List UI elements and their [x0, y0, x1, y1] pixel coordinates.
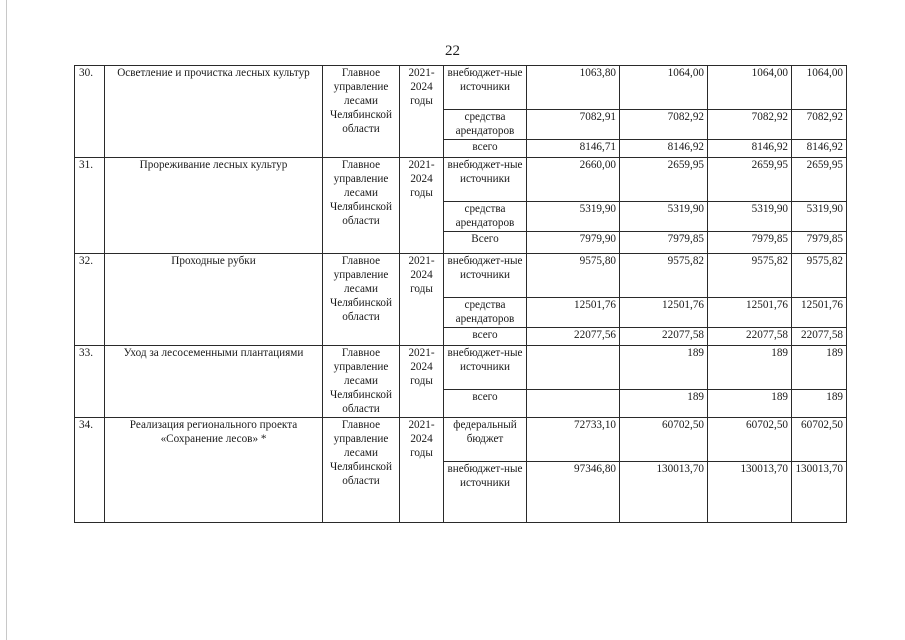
amount-4: 9575,82	[792, 254, 847, 298]
amount-4: 22077,58	[792, 328, 847, 346]
amount-4: 130013,70	[792, 462, 847, 523]
amount-4: 7082,92	[792, 110, 847, 140]
period-cell: 2021-2024 годы	[400, 418, 444, 523]
table-row	[75, 66, 847, 110]
amount-1: 12501,76	[527, 298, 620, 328]
amount-2: 5319,90	[620, 202, 708, 232]
funding-source: внебюджет-ные источники	[444, 254, 527, 298]
amount-3: 12501,76	[708, 298, 792, 328]
activity-name: Реализация регионального проекта «Сохранение лесов» *	[105, 418, 323, 523]
activity-name: Прореживание лесных культур	[105, 158, 323, 254]
activity-name: Уход за лесосеменными плантациями	[105, 346, 323, 418]
period-cell: 2021-2024 годы	[400, 158, 444, 254]
amount-2: 1064,00	[620, 66, 708, 110]
amount-1: 97346,80	[527, 462, 620, 523]
funding-source: внебюджет-ные источники	[444, 462, 527, 523]
funding-source: всего	[444, 140, 527, 158]
amount-2: 130013,70	[620, 462, 708, 523]
table-row	[75, 158, 847, 202]
amount-4: 189	[792, 346, 847, 390]
amount-4: 8146,92	[792, 140, 847, 158]
budget-table-body	[75, 66, 847, 523]
amount-4: 5319,90	[792, 202, 847, 232]
amount-2: 189	[620, 346, 708, 390]
amount-1: 1063,80	[527, 66, 620, 110]
funding-source: Всего	[444, 232, 527, 254]
row-number: 33.	[75, 346, 105, 418]
row-number: 32.	[75, 254, 105, 346]
amount-4: 60702,50	[792, 418, 847, 462]
executor-cell: Главное управление лесами Челябинской области	[323, 158, 400, 254]
funding-source: федеральный бюджет	[444, 418, 527, 462]
funding-source: всего	[444, 328, 527, 346]
amount-2: 7082,92	[620, 110, 708, 140]
amount-3: 8146,92	[708, 140, 792, 158]
amount-3: 7082,92	[708, 110, 792, 140]
amount-1: 8146,71	[527, 140, 620, 158]
funding-source: средства арендаторов	[444, 298, 527, 328]
amount-4: 12501,76	[792, 298, 847, 328]
executor-cell: Главное управление лесами Челябинской области	[323, 254, 400, 346]
amount-1: 72733,10	[527, 418, 620, 462]
amount-2: 9575,82	[620, 254, 708, 298]
amount-4: 7979,85	[792, 232, 847, 254]
amount-1: 9575,80	[527, 254, 620, 298]
activity-name: Осветление и прочистка лесных культур	[105, 66, 323, 158]
table-row	[75, 418, 847, 462]
amount-2: 60702,50	[620, 418, 708, 462]
amount-2: 2659,95	[620, 158, 708, 202]
amount-4: 2659,95	[792, 158, 847, 202]
amount-2: 8146,92	[620, 140, 708, 158]
amount-1: 5319,90	[527, 202, 620, 232]
amount-3: 5319,90	[708, 202, 792, 232]
executor-cell: Главное управление лесами Челябинской области	[323, 418, 400, 523]
funding-source: внебюджет-ные источники	[444, 66, 527, 110]
amount-2: 189	[620, 390, 708, 418]
amount-3: 189	[708, 390, 792, 418]
table-row	[75, 254, 847, 298]
amount-4: 189	[792, 390, 847, 418]
row-number: 31.	[75, 158, 105, 254]
funding-source: средства арендаторов	[444, 110, 527, 140]
row-number: 30.	[75, 66, 105, 158]
amount-2: 7979,85	[620, 232, 708, 254]
funding-source: средства арендаторов	[444, 202, 527, 232]
activity-name: Проходные рубки	[105, 254, 323, 346]
page-number: 22	[445, 43, 460, 59]
amount-3: 130013,70	[708, 462, 792, 523]
amount-1: 7082,91	[527, 110, 620, 140]
scan-margin-line	[6, 0, 7, 640]
amount-1	[527, 346, 620, 390]
amount-3: 2659,95	[708, 158, 792, 202]
amount-1: 7979,90	[527, 232, 620, 254]
period-cell: 2021-2024 годы	[400, 66, 444, 158]
amount-3: 7979,85	[708, 232, 792, 254]
funding-source: внебюджет-ные источники	[444, 346, 527, 390]
amount-1: 22077,56	[527, 328, 620, 346]
amount-3: 9575,82	[708, 254, 792, 298]
table-row	[75, 346, 847, 390]
period-cell: 2021-2024 годы	[400, 254, 444, 346]
amount-2: 22077,58	[620, 328, 708, 346]
amount-2: 12501,76	[620, 298, 708, 328]
period-cell: 2021-2024 годы	[400, 346, 444, 418]
funding-source: всего	[444, 390, 527, 418]
amount-3: 22077,58	[708, 328, 792, 346]
amount-3: 1064,00	[708, 66, 792, 110]
executor-cell: Главное управление лесами Челябинской области	[323, 66, 400, 158]
amount-3: 60702,50	[708, 418, 792, 462]
row-number: 34.	[75, 418, 105, 523]
executor-cell: Главное управление лесами Челябинской области	[323, 346, 400, 418]
budget-table	[74, 65, 847, 523]
amount-3: 189	[708, 346, 792, 390]
amount-1	[527, 390, 620, 418]
funding-source: внебюджет-ные источники	[444, 158, 527, 202]
amount-1: 2660,00	[527, 158, 620, 202]
amount-4: 1064,00	[792, 66, 847, 110]
